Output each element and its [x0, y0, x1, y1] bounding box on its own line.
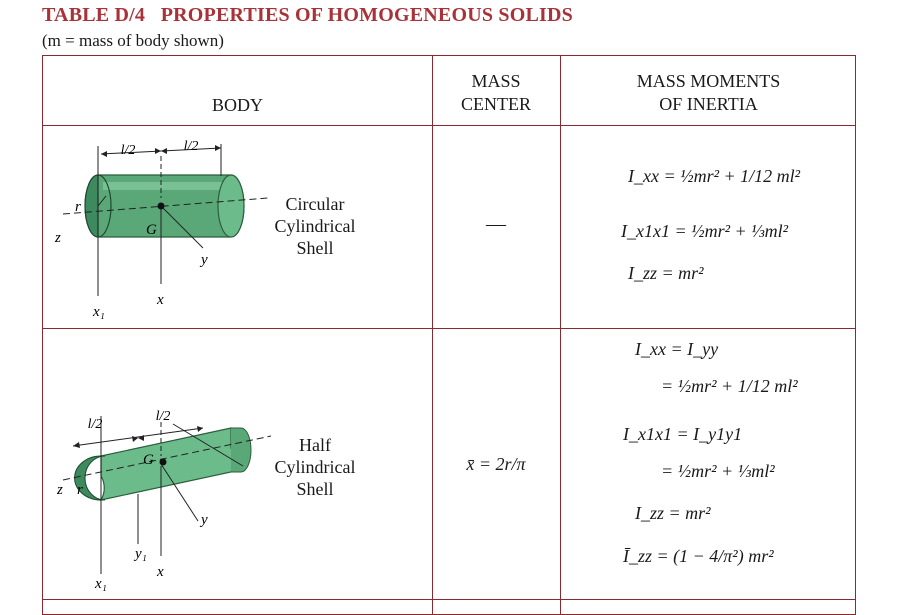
header-mass-center-line1: MASS [471, 71, 521, 91]
y-axis-label: y [201, 252, 208, 268]
header-mass-center [432, 70, 560, 116]
header-inertia [560, 70, 857, 116]
l-half-label: l/2 [120, 143, 136, 158]
row-divider [43, 328, 855, 329]
eq-ixx-continued: = ½mr² + 1/12 ml² [661, 376, 798, 396]
body-name-half [265, 434, 365, 500]
header-inertia-line1: MASS MOMENTS [636, 71, 781, 91]
body-name-line: Cylindrical [274, 457, 356, 477]
eq-ix1x1: I_x1x1 = ½mr² + ⅓ml² [621, 221, 789, 241]
g-label: G [143, 452, 154, 468]
x-axis-label: x [157, 292, 164, 308]
column-divider [432, 56, 433, 614]
z-axis-label: z [57, 482, 63, 498]
y1-axis-label: y₁ [135, 546, 147, 562]
r-label: r [75, 199, 81, 215]
l-half-label: l/2 [155, 409, 171, 424]
eq-ix1x1: I_x1x1 = I_y1y1 [623, 424, 743, 444]
row-divider [43, 599, 855, 600]
half-cylindrical-shell-figure [43, 376, 283, 596]
body-name-line: Half [299, 435, 331, 455]
l-half-label: l/2 [183, 139, 199, 154]
eq-ixx: I_xx = ½mr² + 1/12 ml² [628, 166, 801, 186]
x1-axis-label: x₁ [95, 576, 107, 592]
l-half-label: l/2 [87, 417, 103, 432]
body-name-circular [265, 193, 365, 259]
r-label: r [77, 482, 83, 498]
table-title: TABLE D/4 PROPERTIES OF HOMOGENEOUS SOLIDS [42, 4, 573, 26]
z-axis-label: z [55, 230, 61, 246]
header-inertia-line2: OF INERTIA [659, 94, 758, 114]
circular-cylindrical-shell-figure [43, 126, 283, 326]
eq-izz: I_zz = mr² [635, 503, 711, 523]
body-name-line: Circular [285, 194, 345, 214]
y-axis-label: y [201, 512, 208, 528]
eq-ix1x1-continued: = ½mr² + ⅓ml² [661, 461, 775, 481]
x1-axis-label: x₁ [93, 304, 105, 320]
eq-izz-bar: Ī_zz = (1 − 4/π²) mr² [623, 546, 774, 566]
body-name-line: Shell [296, 479, 334, 499]
mass-center-value: x̄ = 2r/π [466, 454, 526, 474]
x-axis-label: x [157, 564, 164, 580]
body-name-line: Shell [296, 238, 334, 258]
eq-izz: I_zz = mr² [628, 263, 704, 283]
column-divider [560, 56, 561, 614]
body-name-line: Cylindrical [274, 216, 356, 236]
mass-center-value: — [486, 213, 506, 235]
g-label: G [146, 222, 157, 238]
header-body: BODY [211, 95, 263, 115]
properties-table [42, 55, 856, 615]
header-mass-center-line2: CENTER [461, 94, 531, 114]
table-subtitle: (m = mass of body shown) [42, 31, 224, 50]
eq-ixx: I_xx = I_yy [635, 339, 719, 359]
